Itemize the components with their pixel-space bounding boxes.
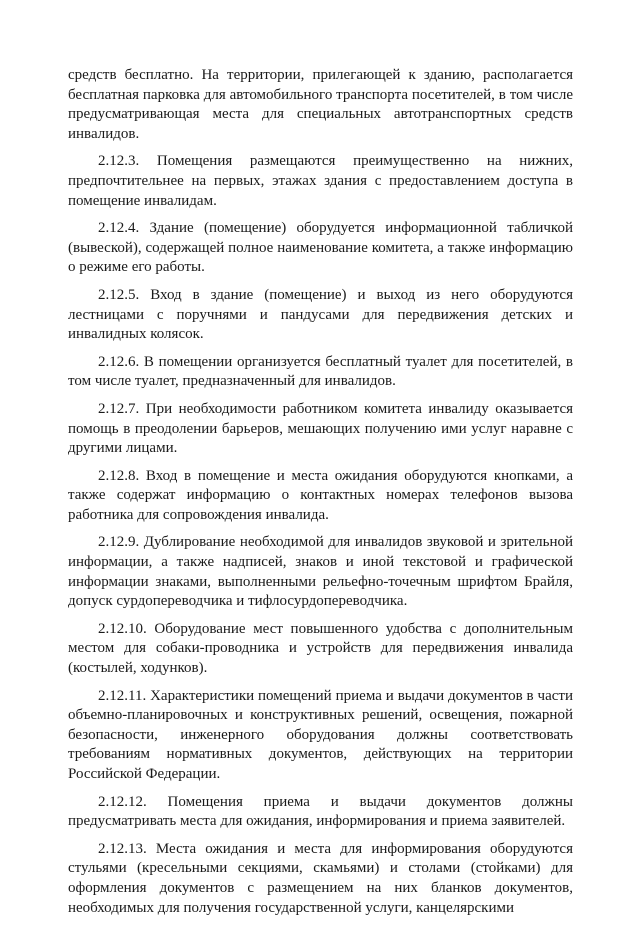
paragraph-continuation: средств бесплатно. На территории, прилегающей к зданию, располагается бесплатная парковка для автомобильного транспорта посетителей, в том числе предусматривающая места для специальных автотранспортных средств инвалидов. [68,67,573,142]
paragraph-2-12-10: 2.12.10. Оборудование мест повышенного удобства с дополнительным местом для собаки-проводника и устройств для передвижения инвалида (костылей, ходунков). [68,620,573,677]
document-page [68,66,573,925]
paragraph-2-12-3: 2.12.3. Помещения размещаются преимущественно на нижних, предпочтительнее на первых, этажах здания с предоставлением доступа в помещение инвалидам. [68,153,573,209]
paragraph-2-12-11: 2.12.11. Характеристики помещений приема и выдачи документов в части объемно-планировочных и конструктивных решений, освещения, пожарной безопасности, инженерного оборудования должны соответствовать требованиям нормативных документов, действующих на территории Российской Федерации. [68,687,573,782]
paragraph-2-12-5: 2.12.5. Вход в здание (помещение) и выход из него оборудуются лестницами с поручнями и пандусами для передвижения детских и инвалидных колясок. [68,286,573,343]
paragraph-2-12-4: 2.12.4. Здание (помещение) оборудуется информационной табличкой (вывеской), содержащей полное наименование комитета, а также информацию о режиме его работы. [68,220,573,276]
paragraph-2-12-12: 2.12.12. Помещения приема и выдачи документов должны предусматривать места для ожидания, информирования и приема заявителей. [68,793,573,830]
paragraph-2-12-13: 2.12.13. Места ожидания и места для информирования оборудуются стульями (кресельными секциями, скамьями) и столами (стойками) для оформления документов с размещением на них бланков документов, необходимых для получения государственной услуги, канцелярскими [68,840,573,916]
paragraph-2-12-7: 2.12.7. При необходимости работником комитета инвалиду оказывается помощь в преодолении барьеров, мешающих получению ими услуг наравне с другими лицами. [68,400,573,457]
paragraph-2-12-9: 2.12.9. Дублирование необходимой для инвалидов звуковой и зрительной информации, а также надписей, знаков и иной текстовой и графической информации знаками, выполненными рельефно-точечным шрифтом Брайля, допуск сурдопереводчика и тифлосурдопереводчика. [68,534,573,610]
paragraph-2-12-8: 2.12.8. Вход в помещение и места ожидания оборудуются кнопками, а также содержат информацию о контактных номерах телефонов вызова работника для сопровождения инвалида. [68,467,573,523]
paragraph-2-12-6: 2.12.6. В помещении организуется бесплатный туалет для посетителей, в том числе туалет, предназначенный для инвалидов. [68,353,573,390]
